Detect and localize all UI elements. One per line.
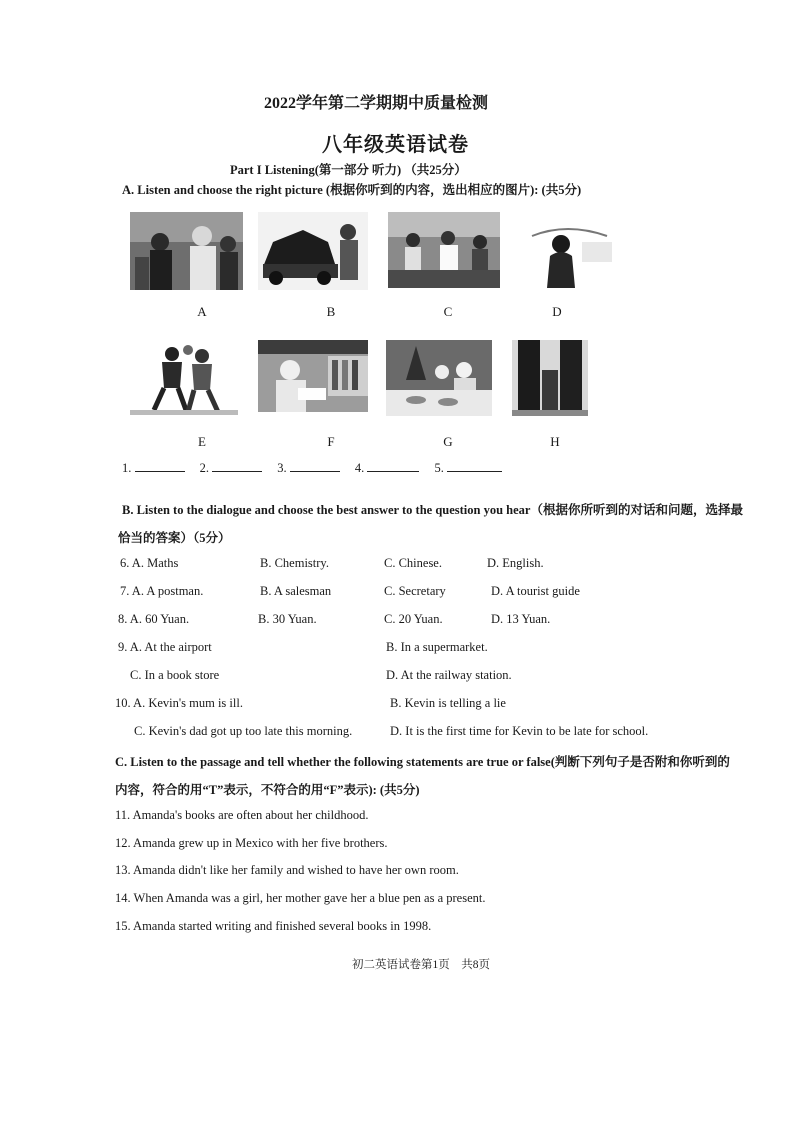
blank-label-1: 1. xyxy=(122,461,132,475)
exam-title: 2022学年第二学期期中质量检测 xyxy=(264,95,489,112)
q7-option-d: D. A tourist guide xyxy=(491,584,580,598)
crowd-photo-icon xyxy=(130,212,243,290)
q7-option-c: C. Secretary xyxy=(384,584,446,598)
paper-title: 八年级英语试卷 xyxy=(322,134,469,156)
picture-g xyxy=(386,340,492,416)
blank-label-3: 3. xyxy=(277,461,287,475)
statement-14: 14. When Amanda was a girl, her mother gave her a blue pen as a present. xyxy=(115,891,486,905)
q8-option-d: D. 13 Yuan. xyxy=(491,612,551,626)
blank-label-2: 2. xyxy=(199,461,209,475)
q10-option-b: B. Kevin is telling a lie xyxy=(390,696,506,710)
picture-a xyxy=(130,212,243,290)
answer-blank-2[interactable] xyxy=(212,459,262,472)
picture-label-c: C xyxy=(443,304,453,319)
q8-option-c: C. 20 Yuan. xyxy=(384,612,443,626)
part-heading: Part I Listening(第一部分 听力) （共25分） xyxy=(230,163,467,177)
blank-label-4: 4. xyxy=(354,461,365,475)
q9-option-b: B. In a supermarket. xyxy=(386,640,488,654)
q6-option-a: 6. A. Maths xyxy=(120,556,179,570)
picture-f xyxy=(258,340,368,412)
section-a-instruction: A. Listen and choose the right picture (根据你听到的内容，选出相应的图片): (共5分) xyxy=(122,183,582,197)
girl-photo-icon xyxy=(512,212,616,288)
picture-label-h: H xyxy=(550,434,560,449)
dinner-photo-icon xyxy=(386,340,492,416)
q9-option-a: 9. A. At the airport xyxy=(118,640,212,654)
q6-option-b: B. Chemistry. xyxy=(260,556,329,570)
section-c-instruction-1: C. Listen to the passage and tell whether the following statements are true or false(判断下列句子是否附和你听到的 xyxy=(115,755,730,769)
section-b-instruction-2: 恰当的答案）（5分） xyxy=(118,531,231,545)
blank-label-5: 5. xyxy=(434,461,444,475)
statement-15: 15. Amanda started writing and finished several books in 1998. xyxy=(115,919,432,933)
answer-blank-4[interactable] xyxy=(367,459,419,472)
q10-option-d: D. It is the first time for Kevin to be late for school. xyxy=(390,724,649,738)
picture-label-e: E xyxy=(198,434,206,449)
market-photo-icon xyxy=(388,212,500,288)
q6-option-c: C. Chinese. xyxy=(384,556,442,570)
answer-blank-1[interactable] xyxy=(135,459,185,472)
picture-label-d: D xyxy=(552,304,562,319)
page-footer: 初二英语试卷第1页 共8页 xyxy=(352,959,490,971)
picture-label-a: A xyxy=(197,304,207,319)
statement-13: 13. Amanda didn't like her family and wished to have her own room. xyxy=(115,863,459,877)
picture-label-f: F xyxy=(327,434,335,449)
section-b-instruction-1: B. Listen to the dialogue and choose the best answer to the question you hear（根据你所听到的对话和问题，选择最 xyxy=(122,503,743,517)
q10-option-a: 10. A. Kevin's mum is ill. xyxy=(115,696,243,710)
picture-label-b: B xyxy=(326,304,336,319)
picture-e xyxy=(130,340,238,415)
answer-blank-3[interactable] xyxy=(290,459,340,472)
statement-12: 12. Amanda grew up in Mexico with her five brothers. xyxy=(115,836,388,850)
q8-option-b: B. 30 Yuan. xyxy=(258,612,317,626)
q7-option-b: B. A salesman xyxy=(260,584,332,598)
reading-photo-icon xyxy=(258,340,368,412)
picture-d xyxy=(512,212,616,288)
answer-blanks xyxy=(122,459,502,476)
q6-option-d: D. English. xyxy=(487,556,544,570)
picture-h xyxy=(512,340,588,416)
q7-option-a: 7. A. A postman. xyxy=(120,584,204,598)
answer-blank-5[interactable] xyxy=(447,459,502,472)
doorway-photo-icon xyxy=(512,340,588,416)
q8-option-a: 8. A. 60 Yuan. xyxy=(118,612,190,626)
picture-c xyxy=(388,212,500,288)
picture-b xyxy=(258,212,368,290)
q9-option-d: D. At the railway station. xyxy=(386,668,512,682)
picture-label-g: G xyxy=(443,434,453,449)
car-repair-photo-icon xyxy=(258,212,368,290)
q9-option-c: C. In a book store xyxy=(130,668,220,682)
section-c-instruction-2: 内容，符合的用“T”表示，不符合的用“F”表示): (共5分) xyxy=(115,783,420,797)
q10-option-c: C. Kevin's dad got up too late this morning. xyxy=(134,724,353,738)
basketball-photo-icon xyxy=(130,340,238,415)
statement-11: 11. Amanda's books are often about her childhood. xyxy=(115,808,369,822)
